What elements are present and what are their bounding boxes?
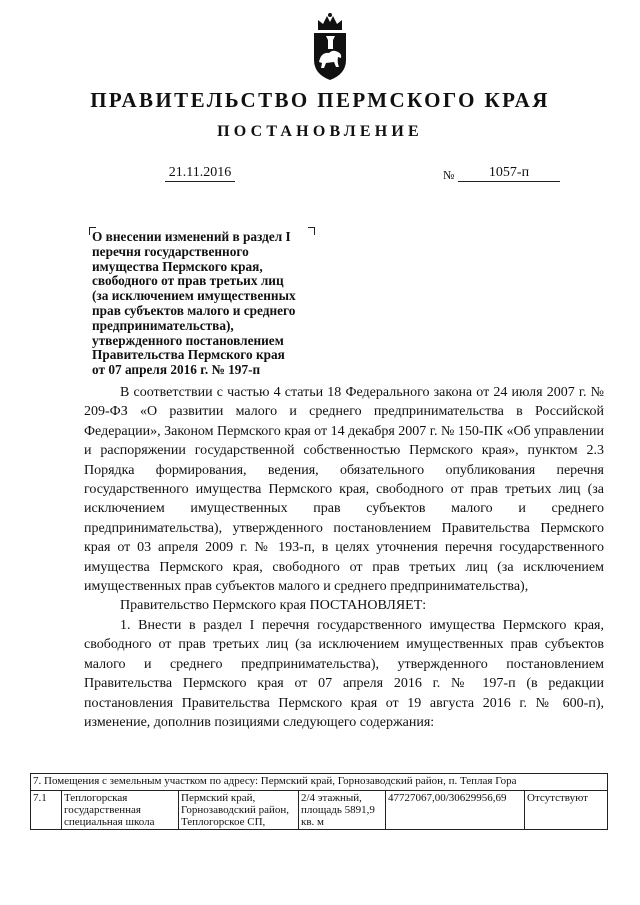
property-table xyxy=(30,773,608,830)
title-line: утвержденного постановлением xyxy=(92,332,284,348)
table-section-row xyxy=(31,774,608,791)
document-title xyxy=(92,230,332,378)
title-line: (за исключением имущественных xyxy=(92,288,296,304)
section-heading-cell: 7. Помещения с земельным участком по адресу: Пермский край, Горнозаводский район, п. Теплая Гора xyxy=(31,774,608,791)
title-line: прав субъектов малого и среднего xyxy=(92,302,296,318)
government-name: ПРАВИТЕЛЬСТВО ПЕРМСКОГО КРАЯ xyxy=(90,88,550,112)
body-paragraph-item-1: 1. Внести в раздел I перечня государственного имущества Пермского края, свободного от прав третьих лиц (за исключением имущественных прав субъектов малого и среднего предпринимательства), утвержденного постановлением Правительства Пермского края от 07 апреля 2016 г. № 197-п (в редакции постановления Правительства Пермского края от 19 августа 2016 г. № 600-п), изменение, дополнив позициями следующего содержания: xyxy=(84,617,604,730)
coat-of-arms-icon xyxy=(311,12,349,82)
item-address-cell: Пермский край, Горнозаводский район, Теплогорское СП, xyxy=(179,791,299,830)
document-type: ПОСТАНОВЛЕНИЕ xyxy=(217,123,423,140)
title-line: свободного от прав третьих лиц xyxy=(92,273,284,289)
table-row xyxy=(31,791,608,830)
body-paragraph-resolves: Правительство Пермского края ПОСТАНОВЛЯЕТ: xyxy=(120,598,427,614)
item-value-cell: 47727067,00/30629956,69 xyxy=(386,791,525,830)
item-number-cell: 7.1 xyxy=(31,791,62,830)
body-paragraph-preamble: В соответствии с частью 4 статьи 18 Федерального закона от 24 июля 2007 г. № 209-ФЗ «О развитии малого и среднего предпринимательства в Российской Федерации», Законом Пермского края от 14 декабря 2007 г. № 150-ПК «Об управлении и распоряжении государственной собственностью Пермского края», пунктом 2.3 Порядка формирования, ведения, обязательного опубликования перечня государственного имущества Пермского края, свободного от прав третьих лиц (за исключением имущественных прав субъектов малого и среднего предпринимательства), утвержденного постановлением Правительства Пермского края от 03 апреля 2009 г. № 193-п, в целях уточнения перечня государственного имущества Пермского края, свободного от прав третьих лиц (за исключением имущественных прав субъектов малого и среднего предпринимательства), xyxy=(84,385,604,595)
item-description-cell: 2/4 этажный, площадь 5891,9 кв. м xyxy=(299,791,386,830)
title-line: предпринимательства), xyxy=(92,317,234,333)
title-line: перечня государственного xyxy=(92,243,249,259)
document-date: 21.11.2016 xyxy=(165,165,235,182)
number-sign: № xyxy=(443,168,455,182)
title-line: от 07 апреля 2016 г. № 197-п xyxy=(92,362,261,378)
title-line: Правительства Пермского края xyxy=(92,347,285,363)
item-name-cell: Теплогорская государственная специальная школа xyxy=(62,791,179,830)
title-line: О внесении изменений в раздел I xyxy=(92,229,291,244)
title-line: имущества Пермского края, xyxy=(92,258,263,274)
document-body xyxy=(84,383,604,732)
document-number: 1057-п xyxy=(458,165,560,182)
item-encumbrance-cell: Отсутствуют xyxy=(525,791,608,830)
